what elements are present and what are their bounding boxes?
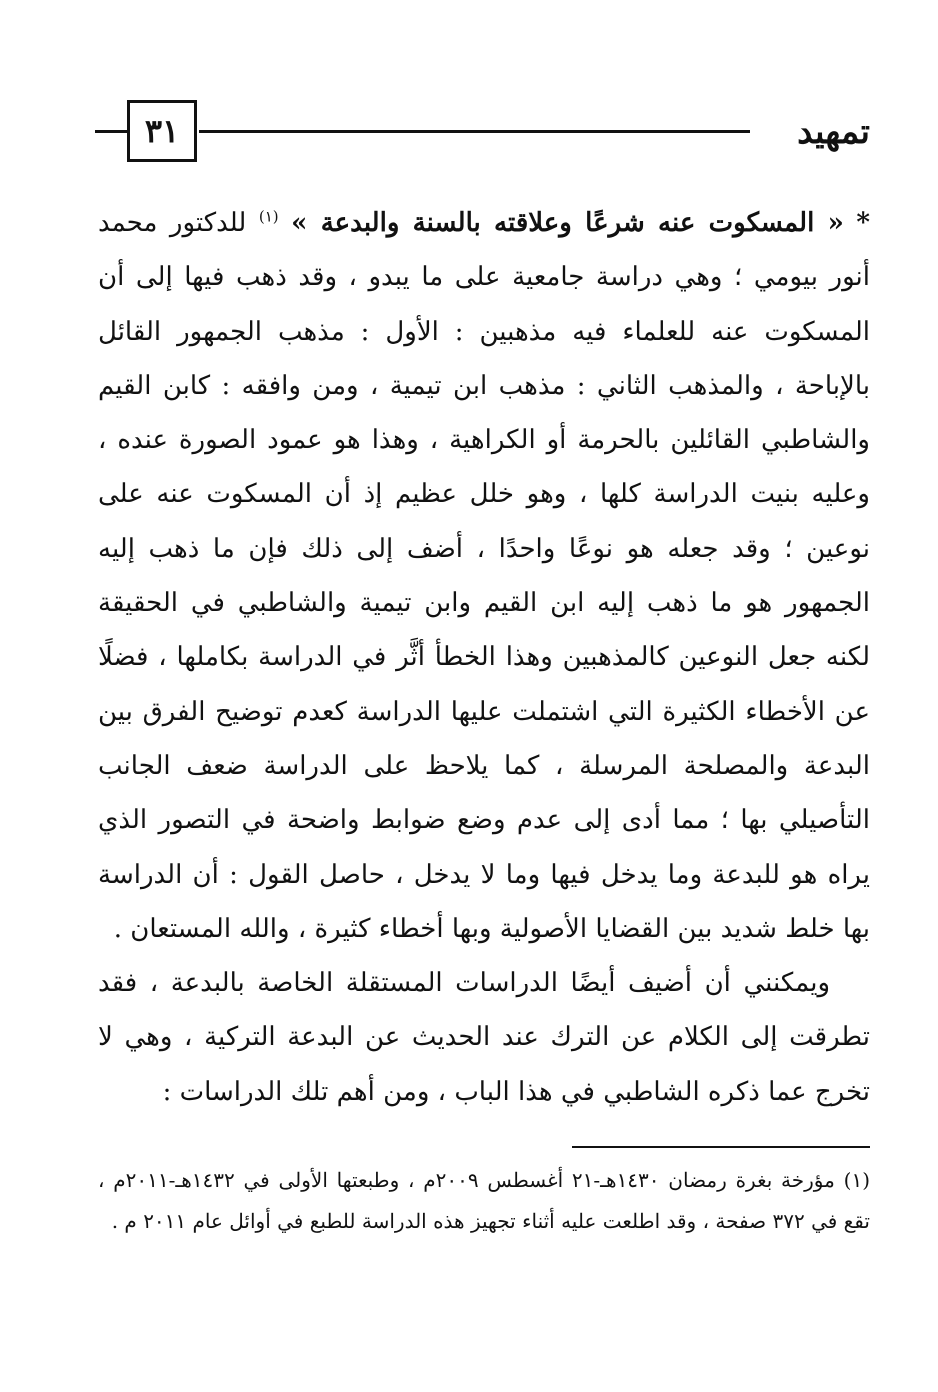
footnote-separator (572, 1146, 870, 1148)
footnote-reference[interactable]: (١) (258, 207, 279, 226)
paragraph-2 (98, 956, 870, 1119)
paragraph-1-text: للدكتور محمد أنور بيومي ؛ وهي دراسة جامعية على ما يبدو ، وقد ذهب فيها إلى أن المسكوت عنه للعلماء فيه مذهبين : الأول : مذهب الجمهور القائل بالإباحة ، والمذهب الثاني : مذهب ابن تيمية ، ومن وافقه : كابن القيم والشاطبي القائلين بالحرمة أو الكراهية ، وهذا هو عمود الصورة عنده ، وعليه بنيت الدراسة كلها ، وهو خلل عظيم إذ أن المسكوت عنه على نوعين ؛ وقد جعله هو نوعًا واحدًا ، أضف إلى ذلك فإن ما ذهب إليه الجمهور هو ما ذهب إليه ابن القيم وابن تيمية والشاطبي في الحقيقة لكنه جعل النوعين كالمذهبين وهذا الخطأ أثَّر في الدراسة بكاملها ، فضلًا عن الأخطاء الكثيرة التي اشتملت عليها الدراسة كعدم توضيح الفرق بين البدعة والمصلحة المرسلة ، كما يلاحظ على الدراسة ضعف الجانب التأصيلي بها ؛ مما أدى إلى عدم وضع ضوابط واضحة في التصور الذي يراه هو للبدعة وما يدخل فيها وما لا يدخل ، حاصل القول : أن الدراسة بها خلط شديد بين القضايا الأصولية وبها أخطاء كثيرة ، والله المستعان . (98, 208, 870, 944)
paragraph-2-text: ويمكنني أن أضيف أيضًا الدراسات المستقلة الخاصة بالبدعة ، فقد تطرقت إلى الكلام عن الترك عند الحديث عن البدعة التركية ، وهي لا تخرج عما ذكره الشاطبي في هذا الباب ، ومن أهم تلك الدراسات : (98, 968, 870, 1107)
book-title: « المسكوت عنه شرعًا وعلاقته بالسنة والبدعة » (291, 208, 844, 238)
header-rule (199, 130, 750, 133)
paragraph-1 (98, 196, 870, 956)
running-header (95, 100, 870, 166)
chapter-title: تمهيد (797, 112, 870, 152)
page-number: ٣١ (144, 112, 180, 150)
footnote-1: (١) مؤرخة بغرة رمضان ١٤٣٠هـ-٢١ أغسطس ٢٠٠٩م ، وطبعتها الأولى في ١٤٣٢هـ-٢٠١١م ، تقع في ٣٧٢ صفحة ، وقد اطلعت عليه أثناء تجهيز هذه الدراسة للطبع في أوائل عام ٢٠١١ م . (98, 1168, 870, 1233)
bullet-star: * (856, 208, 871, 238)
page-number-box (127, 100, 197, 162)
footnotes (98, 1160, 870, 1242)
main-text (98, 196, 870, 1119)
header-rule-end (95, 130, 127, 133)
